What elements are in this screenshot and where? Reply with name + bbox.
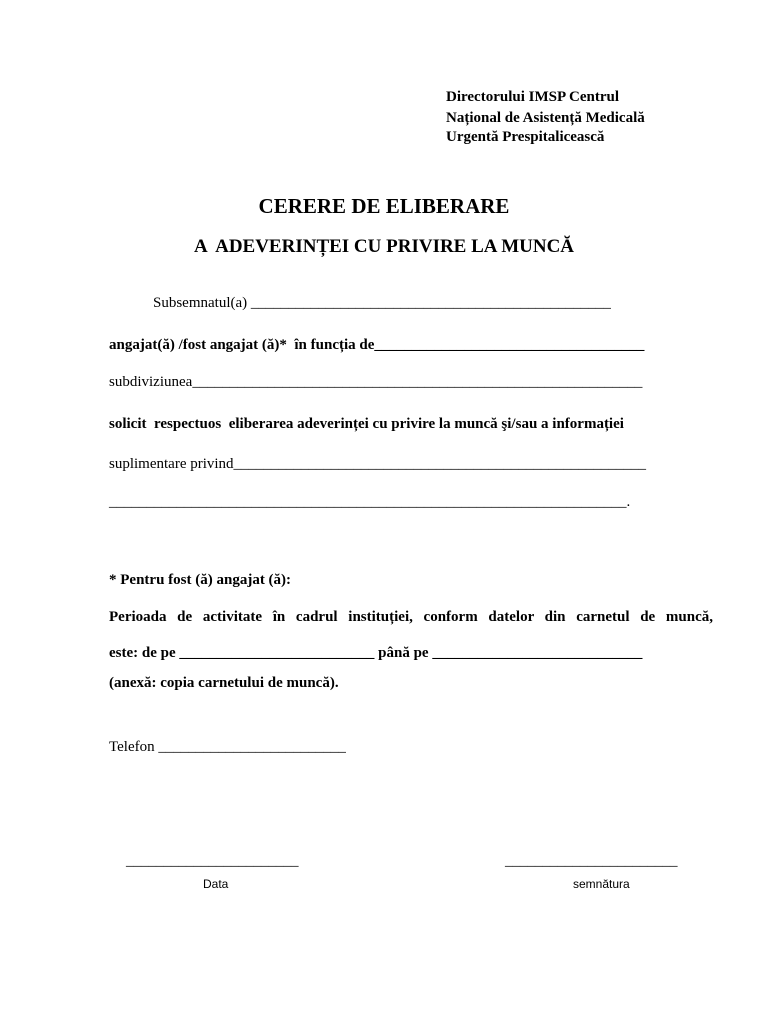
signature-label: semnătura <box>573 877 630 891</box>
addressee-line-3: Urgentă Prespitalicească <box>446 129 605 145</box>
function-field[interactable]: angajat(ă) /fost angajat (ă)* în funcția de____________________________________ <box>109 337 645 353</box>
subdivision-field[interactable]: subdiviziunea____________________________________________________________ <box>109 374 643 390</box>
request-text: solicit respectuos eliberarea adeverinței cu privire la muncă şi/sau a informației <box>109 416 624 432</box>
supplementary-field[interactable]: suplimentare privind_______________________________________________________ <box>109 456 647 472</box>
supplementary-continuation-field[interactable]: _____________________________________________________________________. <box>109 494 631 510</box>
phone-field[interactable]: Telefon _________________________ <box>109 739 346 755</box>
activity-period-text: Perioada de activitate în cadrul instituției, conform datelor din carnetul de muncă, <box>109 609 713 625</box>
date-label: Data <box>203 877 229 891</box>
addressee-line-1: Directorului IMSP Centrul <box>446 89 620 105</box>
document-title: CERERE DE ELIBERARE <box>258 194 510 218</box>
period-dates-field[interactable]: este: de pe __________________________ până pe ____________________________ <box>109 645 643 661</box>
former-employee-heading: * Pentru fost (ă) angajat (ă): <box>109 572 292 588</box>
subsemnatul-field[interactable]: Subsemnatul(a) ________________________________________________ <box>153 295 611 311</box>
date-line[interactable]: _______________________ <box>126 853 299 869</box>
document-subtitle: A ADEVERINȚEI CU PRIVIRE LA MUNCĂ <box>193 236 575 257</box>
addressee-line-2: Național de Asistență Medicală <box>446 110 645 126</box>
annex-note: (anexă: copia carnetului de muncă). <box>109 675 339 691</box>
signature-line[interactable]: _______________________ <box>505 853 678 869</box>
